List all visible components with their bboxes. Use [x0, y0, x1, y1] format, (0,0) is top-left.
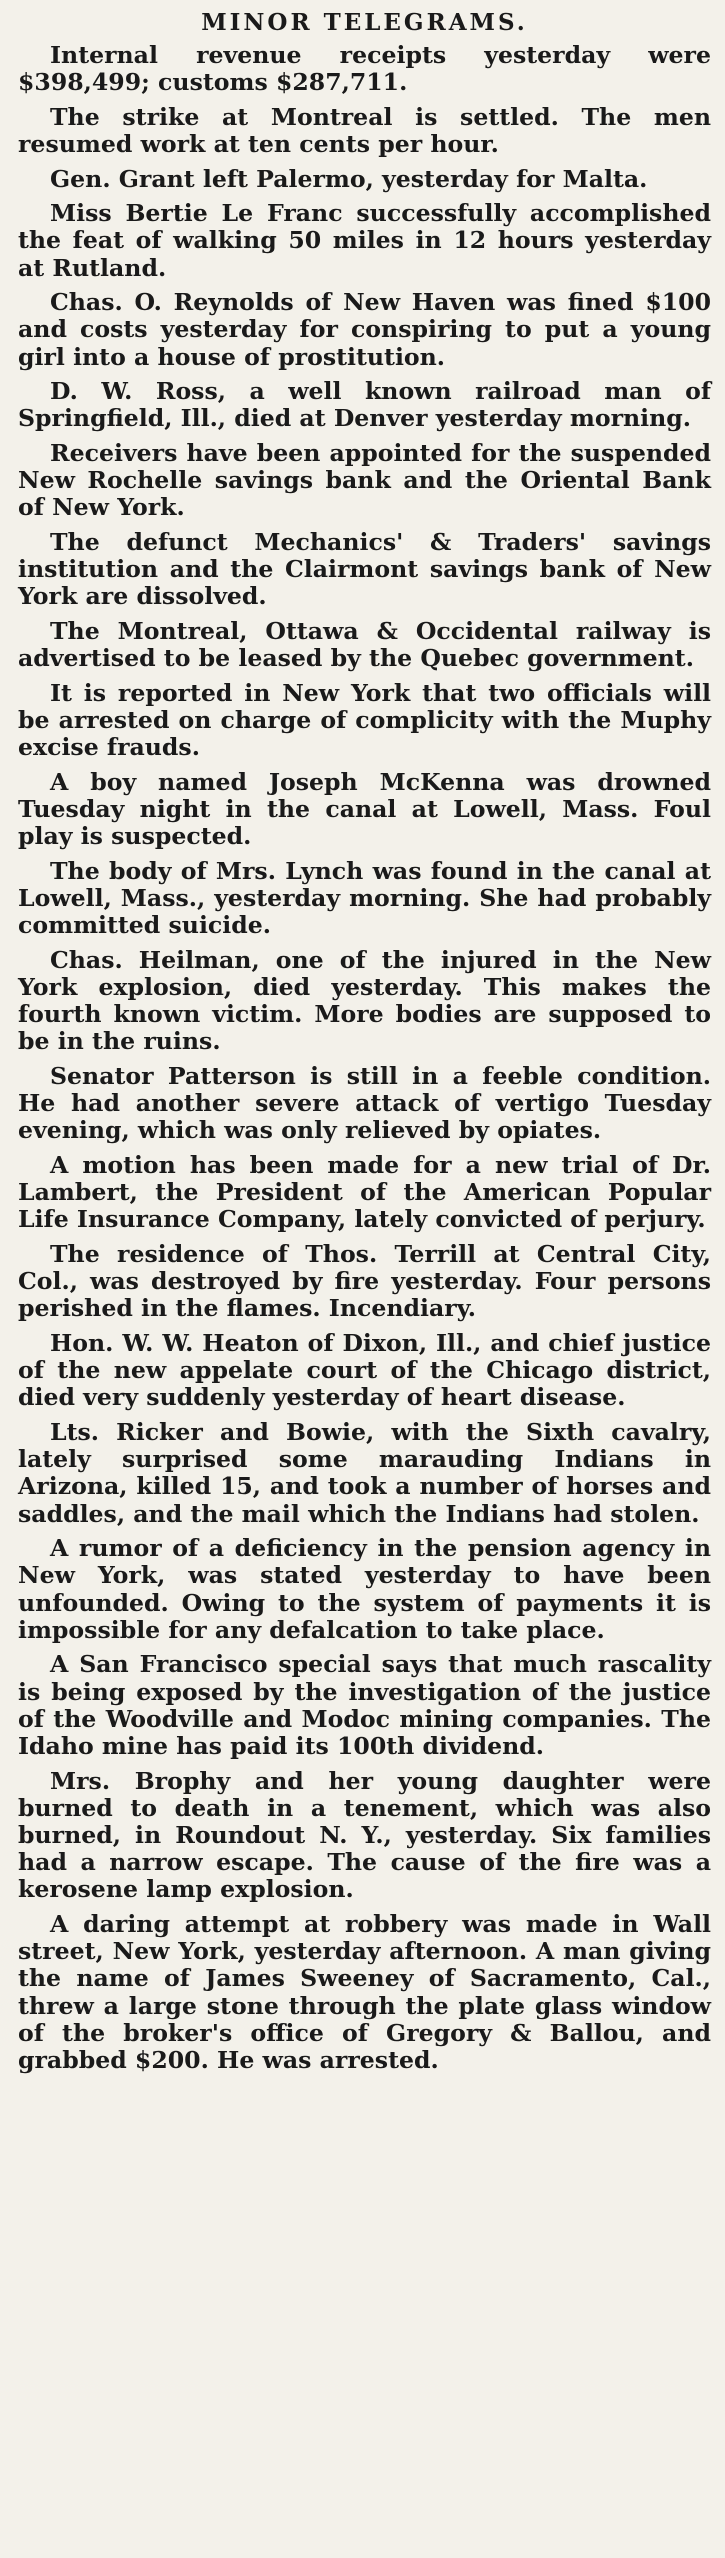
telegram-item: A daring attempt at robbery was made in Wall street, New York, yesterday afternoon. A man giving the name of James Sweeney of Sacramento, Cal., threw a large stone through the plate glass window of the broker's office of Gregory & Ballou, and grabbed $200. He was arrested. [18, 1910, 711, 2075]
telegram-item: Hon. W. W. Heaton of Dixon, Ill., and chief justice of the new appelate court of the Chicago district, died very suddenly yesterday of heart disease. [18, 1328, 711, 1412]
telegram-item: A boy named Joseph McKenna was drowned Tuesday night in the canal at Lowell, Mass. Foul play is suspected. [18, 767, 711, 851]
telegram-item: Gen. Grant left Palermo, yesterday for Malta. [50, 164, 648, 193]
telegram-item: Miss Bertie Le Franc successfully accomplished the feat of walking 50 miles in 12 hours yesterday at Rutland. [18, 199, 711, 282]
telegram-item: A rumor of a deficiency in the pension agency in New York, was stated yesterday to have been unfounded. Owing to the system of payments it is impossible for any defalcation to take place. [18, 1534, 711, 1644]
column-headline: MINOR TELEGRAMS. [201, 9, 528, 36]
telegram-item: Senator Patterson is still in a feeble condition. He had another severe attack of vertigo Tuesday evening, which was only relieved by opiates. [18, 1061, 711, 1145]
telegram-item: Chas. Heilman, one of the injured in the New York explosion, died yesterday. This makes the fourth known victim. More bodies are supposed to be in the ruins. [18, 945, 711, 1056]
telegram-item: A San Francisco special says that much rascality is being exposed by the investigation of the justice of the Woodville and Modoc mining companies. The Idaho mine has paid its 100th dividend. [18, 1650, 711, 1760]
telegram-item: Chas. O. Reynolds of New Haven was fined $100 and costs yesterday for conspiring to put a young girl into a house of prostitution. [18, 288, 711, 371]
telegram-item: A motion has been made for a new trial of Dr. Lambert, the President of the American Popular Life Insurance Company, lately convicted of perjury. [18, 1150, 711, 1234]
telegram-item: Internal revenue receipts yesterday were $398,499; customs $287,711. [18, 41, 711, 97]
telegram-item: The body of Mrs. Lynch was found in the canal at Lowell, Mass., yesterday morning. She had probably committed suicide. [18, 856, 711, 940]
telegram-item: The defunct Mechanics' & Traders' savings institution and the Clairmont savings bank of New York are dissolved. [18, 527, 711, 611]
telegram-list [18, 42, 711, 2074]
telegram-item: It is reported in New York that two officials will be arrested on charge of complicity with the Muphy excise frauds. [18, 678, 711, 762]
telegram-item: The Montreal, Ottawa & Occidental railway is advertised to be leased by the Quebec government. [18, 616, 711, 673]
telegram-item: The strike at Montreal is settled. The men resumed work at ten cents per hour. [18, 102, 711, 158]
telegram-item: Receivers have been appointed for the suspended New Rochelle savings bank and the Oriental Bank of New York. [18, 438, 711, 522]
telegram-item: The residence of Thos. Terrill at Central City, Col., was destroyed by fire yesterday. Four persons perished in the flames. Incendiary. [18, 1239, 711, 1323]
telegram-item: Mrs. Brophy and her young daughter were burned to death in a tenement, which was also burned, in Roundout N. Y., yesterday. Six families had a narrow escape. The cause of the fire was a kerosene lamp explosion. [18, 1766, 711, 1904]
telegram-item: Lts. Ricker and Bowie, with the Sixth cavalry, lately surprised some marauding Indians in Arizona, killed 15, and took a number of horses and saddles, and the mail which the Indians had stolen. [18, 1417, 711, 1528]
telegram-item: D. W. Ross, a well known railroad man of Springfield, Ill., died at Denver yesterday morning. [18, 377, 711, 433]
